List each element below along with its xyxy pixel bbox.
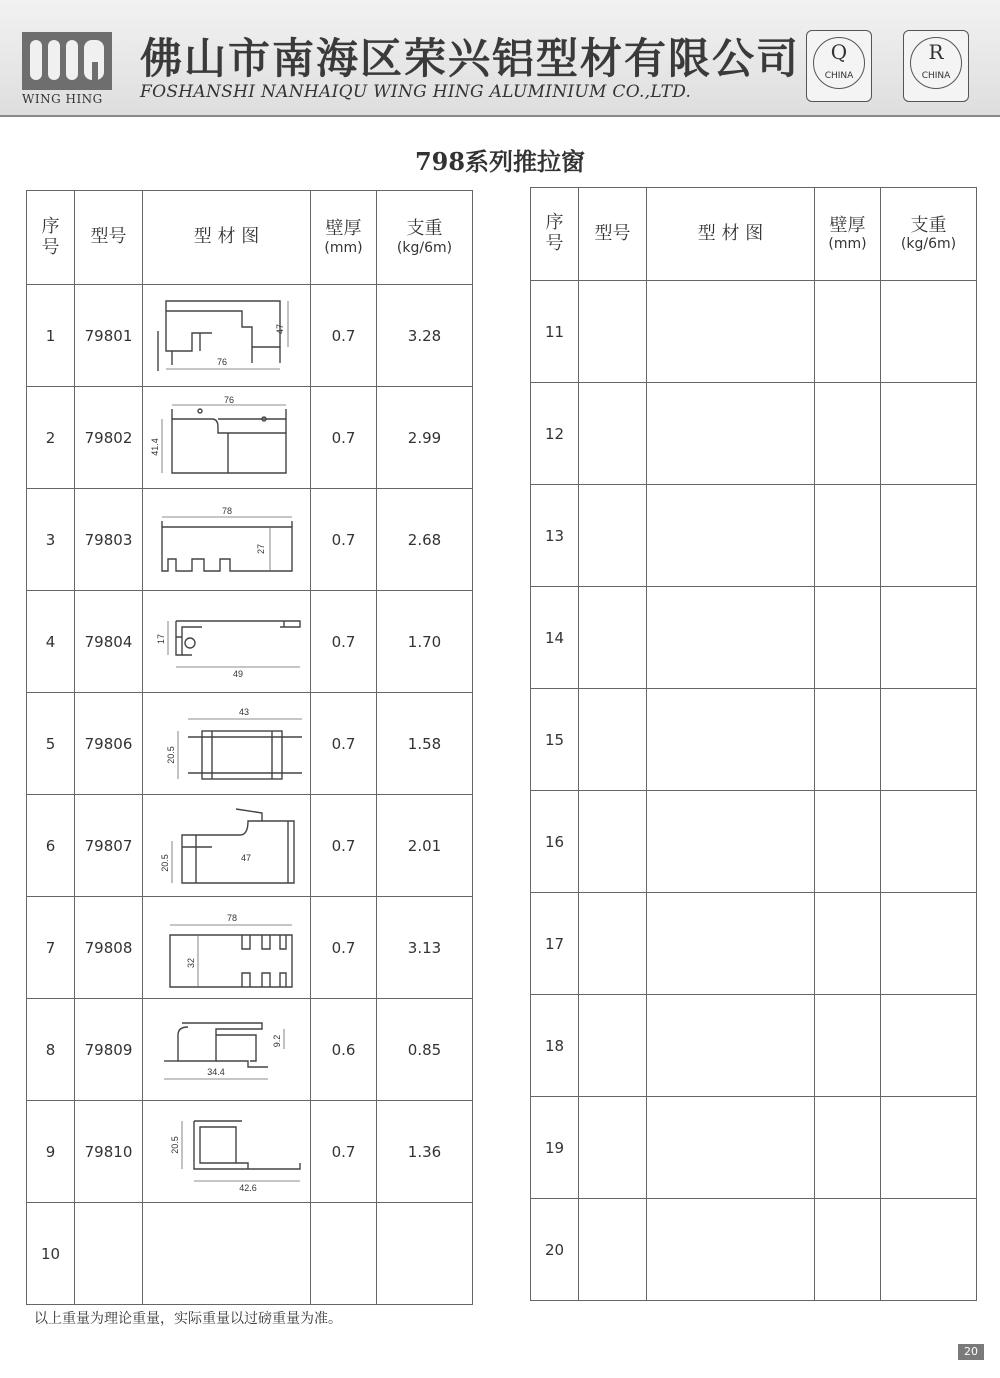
profile-79806-icon [152,699,302,789]
row-thickness [815,281,881,383]
row-weight [881,383,977,485]
header-thickness: 壁厚 (mm) [311,191,377,285]
row-thickness: 0.7 [311,387,377,489]
svg-text:20.5: 20.5 [169,1135,180,1154]
table-row [531,1097,977,1199]
company-logo-icon [22,32,112,90]
table-row [531,587,977,689]
logo-text: WING HING [22,92,103,106]
row-model: 79807 [75,795,143,897]
row-index: 3 [27,489,75,591]
svg-text:42.6: 42.6 [238,1182,257,1193]
cert-sub: CHINA [824,71,854,81]
row-drawing [143,693,311,795]
row-index: 18 [531,995,579,1097]
row-thickness [815,791,881,893]
row-drawing [143,999,311,1101]
row-index: 16 [531,791,579,893]
svg-text:43: 43 [238,706,249,717]
svg-text:17: 17 [155,633,166,644]
table-row [531,995,977,1097]
header-index: 序号 [531,188,579,281]
table-row [27,591,473,693]
row-model [579,995,647,1097]
row-model [579,1097,647,1199]
header-model: 型号 [75,191,143,285]
svg-text:47: 47 [274,323,285,334]
row-weight: 1.36 [377,1101,473,1203]
row-model [579,1199,647,1301]
row-weight [881,689,977,791]
cert-letter: Q [830,40,848,64]
row-index: 5 [27,693,75,795]
row-drawing [647,893,815,995]
table-row [27,897,473,999]
row-model: 79809 [75,999,143,1101]
row-thickness: 0.7 [311,285,377,387]
table-row [531,1199,977,1301]
row-weight [881,1097,977,1199]
svg-text:78: 78 [226,912,237,923]
row-drawing [143,1101,311,1203]
row-weight: 0.85 [377,999,473,1101]
row-index: 7 [27,897,75,999]
row-drawing [647,281,815,383]
table-row [27,1101,473,1203]
row-thickness: 0.6 [311,999,377,1101]
row-model: 79806 [75,693,143,795]
row-model [579,791,647,893]
row-weight [881,485,977,587]
page-header [0,0,1000,117]
profile-79809-icon [152,1005,302,1095]
row-drawing [143,591,311,693]
table-row [531,383,977,485]
profile-79810-icon [152,1107,302,1197]
svg-text:41.4: 41.4 [149,437,160,456]
profile-79804-icon [152,597,302,687]
row-thickness [815,689,881,791]
table-header-row [27,191,473,285]
svg-text:27: 27 [255,543,266,554]
row-index: 2 [27,387,75,489]
row-drawing [143,897,311,999]
row-weight [881,587,977,689]
svg-text:34.4: 34.4 [206,1066,225,1077]
row-weight: 2.01 [377,795,473,897]
table-row [27,1203,473,1305]
table-row [27,285,473,387]
quality-cert-badge [806,30,872,102]
row-model [579,587,647,689]
row-model [579,893,647,995]
row-thickness [815,1199,881,1301]
row-weight [881,893,977,995]
header-index: 序号 [27,191,75,285]
header-model: 型号 [579,188,647,281]
svg-text:76: 76 [223,394,234,405]
row-index: 6 [27,795,75,897]
row-weight: 2.99 [377,387,473,489]
row-thickness: 0.7 [311,591,377,693]
row-index: 13 [531,485,579,587]
row-index: 8 [27,999,75,1101]
weight-note: 以上重量为理论重量，实际重量以过磅重量为准。 [34,1311,342,1327]
cert-sub: CHINA [921,71,951,81]
header-weight: 支重 (kg/6m) [881,188,977,281]
table-row [27,795,473,897]
company-name-chinese: 佛山市南海区荣兴铝型材有限公司 [140,34,801,83]
row-index: 12 [531,383,579,485]
row-drawing [647,995,815,1097]
table-row [27,489,473,591]
row-weight: 2.68 [377,489,473,591]
profile-79808-icon [152,903,302,993]
row-drawing [647,1199,815,1301]
row-model [579,689,647,791]
row-drawing [143,489,311,591]
row-weight: 3.28 [377,285,473,387]
row-index: 15 [531,689,579,791]
row-drawing [143,285,311,387]
row-drawing [143,1203,311,1305]
svg-text:20.5: 20.5 [159,853,170,872]
table-header-row [531,188,977,281]
row-model [75,1203,143,1305]
row-drawing [143,387,311,489]
table-row [27,387,473,489]
row-thickness: 0.7 [311,489,377,591]
row-model: 79801 [75,285,143,387]
profile-79803-icon [152,495,302,585]
row-model [579,281,647,383]
svg-text:78: 78 [221,505,232,516]
table-row [531,485,977,587]
table-row [531,791,977,893]
row-thickness: 0.7 [311,1101,377,1203]
row-thickness: 0.7 [311,795,377,897]
row-index: 11 [531,281,579,383]
header-drawing: 型 材 图 [647,188,815,281]
header-weight: 支重 (kg/6m) [377,191,473,285]
company-name-english: FOSHANSHI NANHAIQU WING HING ALUMINIUM CO.,LTD. [140,82,692,102]
svg-text:76: 76 [216,356,227,367]
row-index: 20 [531,1199,579,1301]
row-index: 17 [531,893,579,995]
row-index: 14 [531,587,579,689]
row-index: 1 [27,285,75,387]
row-weight [377,1203,473,1305]
table-row [27,999,473,1101]
svg-text:47: 47 [240,852,251,863]
row-drawing [647,587,815,689]
row-drawing [647,1097,815,1199]
row-thickness: 0.7 [311,897,377,999]
table-row [27,693,473,795]
row-weight [881,281,977,383]
row-drawing [647,689,815,791]
document-title: 798系列推拉窗 [414,147,586,176]
row-drawing [647,791,815,893]
svg-text:49: 49 [232,668,243,679]
row-weight: 1.58 [377,693,473,795]
row-model: 79810 [75,1101,143,1203]
profile-79802-icon [149,393,302,483]
profile-table-left [26,190,473,1305]
row-thickness: 0.7 [311,693,377,795]
row-model: 79803 [75,489,143,591]
row-thickness [815,485,881,587]
row-drawing [143,795,311,897]
row-thickness [815,893,881,995]
row-thickness [815,1097,881,1199]
row-weight: 1.70 [377,591,473,693]
row-thickness [815,383,881,485]
row-model [579,485,647,587]
row-model: 79808 [75,897,143,999]
row-model: 79804 [75,591,143,693]
header-drawing: 型 材 图 [143,191,311,285]
row-thickness [815,587,881,689]
table-row [531,893,977,995]
profile-table-right [530,187,977,1301]
row-index: 4 [27,591,75,693]
row-weight [881,1199,977,1301]
header-thickness: 壁厚 (mm) [815,188,881,281]
cert-letter: R [928,40,944,64]
svg-text:9.2: 9.2 [271,1034,282,1047]
row-thickness [815,995,881,1097]
row-index: 19 [531,1097,579,1199]
row-model: 79802 [75,387,143,489]
table-row [531,281,977,383]
row-weight [881,995,977,1097]
row-drawing [647,383,815,485]
svg-text:32: 32 [185,957,196,968]
page-number: 20 [958,1344,984,1360]
profile-79801-icon [152,291,302,381]
row-thickness [311,1203,377,1305]
row-weight: 3.13 [377,897,473,999]
row-model [579,383,647,485]
profile-79807-icon [152,801,302,891]
svg-text:20.5: 20.5 [165,745,176,764]
row-drawing [647,485,815,587]
table-row [531,689,977,791]
row-weight [881,791,977,893]
row-index: 9 [27,1101,75,1203]
registered-cert-badge [903,30,969,102]
row-index: 10 [27,1203,75,1305]
